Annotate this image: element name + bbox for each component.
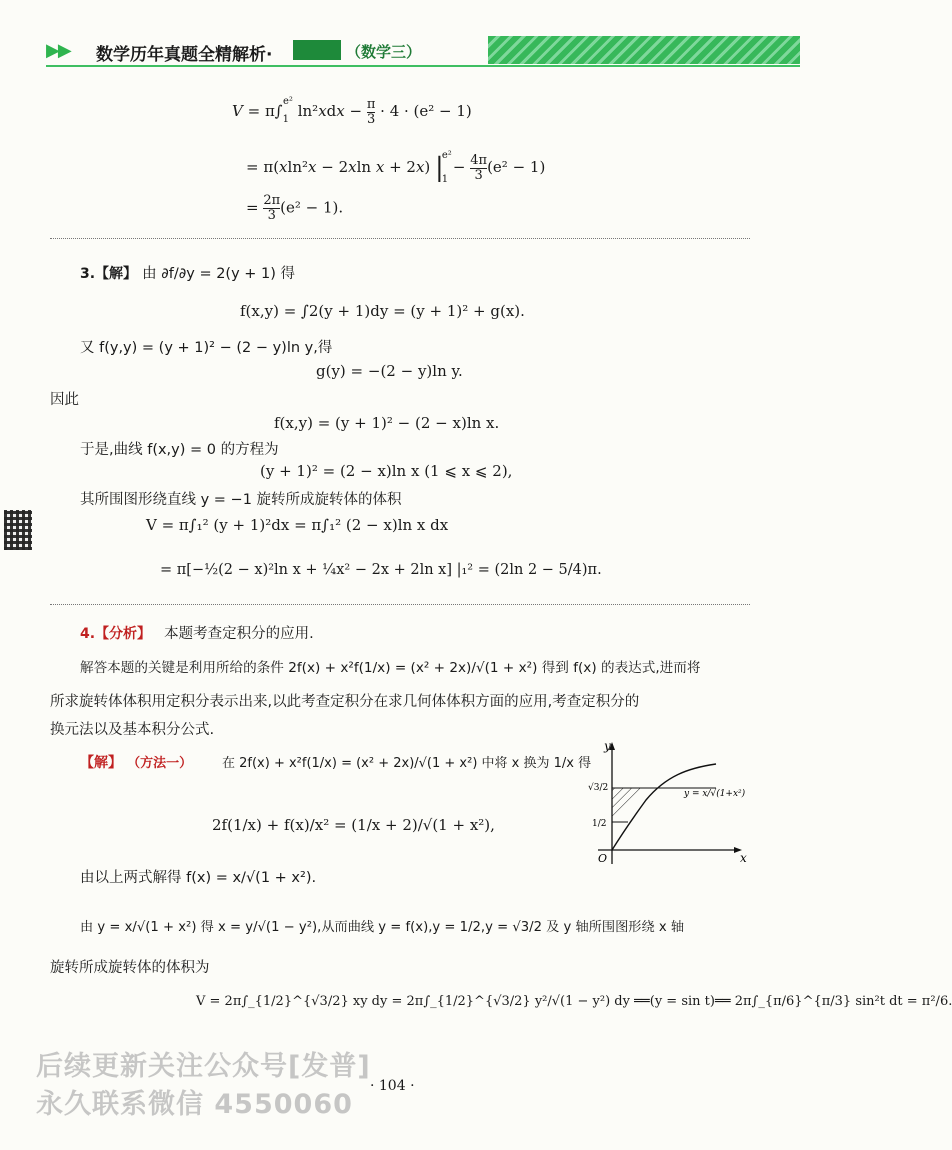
eq-volume-line1: $V = \pi\int_1^{e^2}$ ln²xdx − $\frac{\pi}{3}$ · 4 · (e² − 1)	[232, 96, 472, 127]
curve-label: y = x/√(1+x²)	[684, 789, 746, 799]
section3-eq1: f(x,y) = ∫2(y + 1)dy = (y + 1)² + g(x).	[240, 302, 525, 320]
watermark-line1: 后续更新关注公众号[发普]	[36, 1051, 371, 1082]
section4-from: 由 y = x/√(1 + x²) 得 x = y/√(1 − y²),从而曲线 y = f(x),y = 1/2,y = √3/2 及 y 轴所围图形绕 x 轴	[80, 920, 685, 935]
watermark-line2: 永久联系微信 4550060	[36, 1089, 353, 1120]
section4-solve: 由以上两式解得 f(x) = x/√(1 + x²).	[80, 870, 317, 886]
section3-heading	[80, 262, 295, 283]
section4-eq2: 2f(1/x) + f(x)/x² = (1/x + 2)/√(1 + x²),	[212, 816, 495, 834]
header-badge	[293, 40, 341, 60]
section4-final-eq: V = 2π∫_{1/2}^{√3/2} xy dy = 2π∫_{1/2}^{√3/2} y²/√(1 − y²) dy ══(y = sin t)══ 2π∫_{π/6}^{π/3} sin²t dt = π²/6.	[196, 994, 952, 1009]
section4-sol-text: 在 2f(x) + x²f(1/x) = (x² + 2x)/√(1 + x²) 中将 x 换为 1/x 得	[222, 756, 592, 771]
qr-code-icon	[4, 510, 32, 550]
section-divider-2	[50, 604, 750, 605]
eq-volume-line2: = π(xln²x − 2xln x + 2x) $|^{e^2}_1$ − $\frac{4\pi}{3}$ (e² − 1)	[246, 150, 546, 185]
origin-label: O	[598, 852, 608, 865]
section3-label: 3.【解】	[80, 266, 138, 282]
section3-line2: 又 f(y,y) = (y + 1)² − (2 − y)ln y,得	[80, 340, 333, 356]
header-stripe-bar	[488, 36, 800, 64]
header-subtitle: （数学三）	[346, 43, 422, 61]
section3-eq6: = π[−½(2 − x)²ln x + ¼x² − 2x + 2ln x] |₁² = (2ln 2 − 5/4)π.	[160, 562, 602, 578]
region-graph	[588, 738, 758, 868]
section4-para3: 换元法以及基本积分公式.	[50, 722, 215, 738]
tick-label-top: √3/2	[588, 783, 609, 793]
section4-rot: 旋转所成旋转体的体积为	[50, 960, 210, 976]
method-label: （方法一）	[127, 756, 193, 771]
section4-solution-heading	[80, 752, 192, 772]
section3-line8: 其所围图形绕直线 y = −1 旋转所成旋转体的体积	[80, 492, 402, 508]
section3-eq4: (y + 1)² = (2 − x)ln x (1 ⩽ x ⩽ 2),	[260, 462, 513, 480]
solution-label: 【解】	[80, 755, 122, 771]
page-number: · 104 ·	[370, 1078, 415, 1094]
section4-label: 4.【分析】	[80, 626, 152, 642]
section4-heading-text: 本题考查定积分的应用.	[164, 626, 314, 642]
section3-eq3: f(x,y) = (y + 1)² − (2 − x)ln x.	[274, 414, 500, 432]
section3-line6: 于是,曲线 f(x,y) = 0 的方程为	[80, 442, 279, 458]
section3-eq2: g(y) = −(2 − y)ln y.	[316, 362, 463, 380]
y-axis-label: y	[604, 739, 611, 753]
tick-label-bottom: 1/2	[592, 819, 607, 829]
header-arrows-icon: ▶▶	[46, 40, 70, 61]
section3-eq5: V = π∫₁² (y + 1)²dx = π∫₁² (2 − x)ln x dx	[146, 516, 449, 534]
eq-volume-line3: = $\frac{2\pi}{3}$ (e² − 1).	[246, 193, 344, 223]
section-divider	[50, 238, 750, 239]
section3-heading-text: 由 ∂f/∂y = 2(y + 1) 得	[142, 266, 296, 282]
header-title: 数学历年真题全精解析·	[96, 45, 273, 65]
section4-para2: 所求旋转体体积用定积分表示出来,以此考查定积分在求几何体体积方面的应用,考查定积分的	[50, 694, 640, 710]
x-axis-label: x	[740, 851, 747, 865]
section4-para1: 解答本题的关键是利用所给的条件 2f(x) + x²f(1/x) = (x² + 2x)/√(1 + x²) 得到 f(x) 的表达式,进而将	[80, 660, 701, 676]
header-rule	[46, 65, 800, 67]
section3-therefore: 因此	[50, 392, 79, 408]
section4-heading	[80, 622, 314, 643]
